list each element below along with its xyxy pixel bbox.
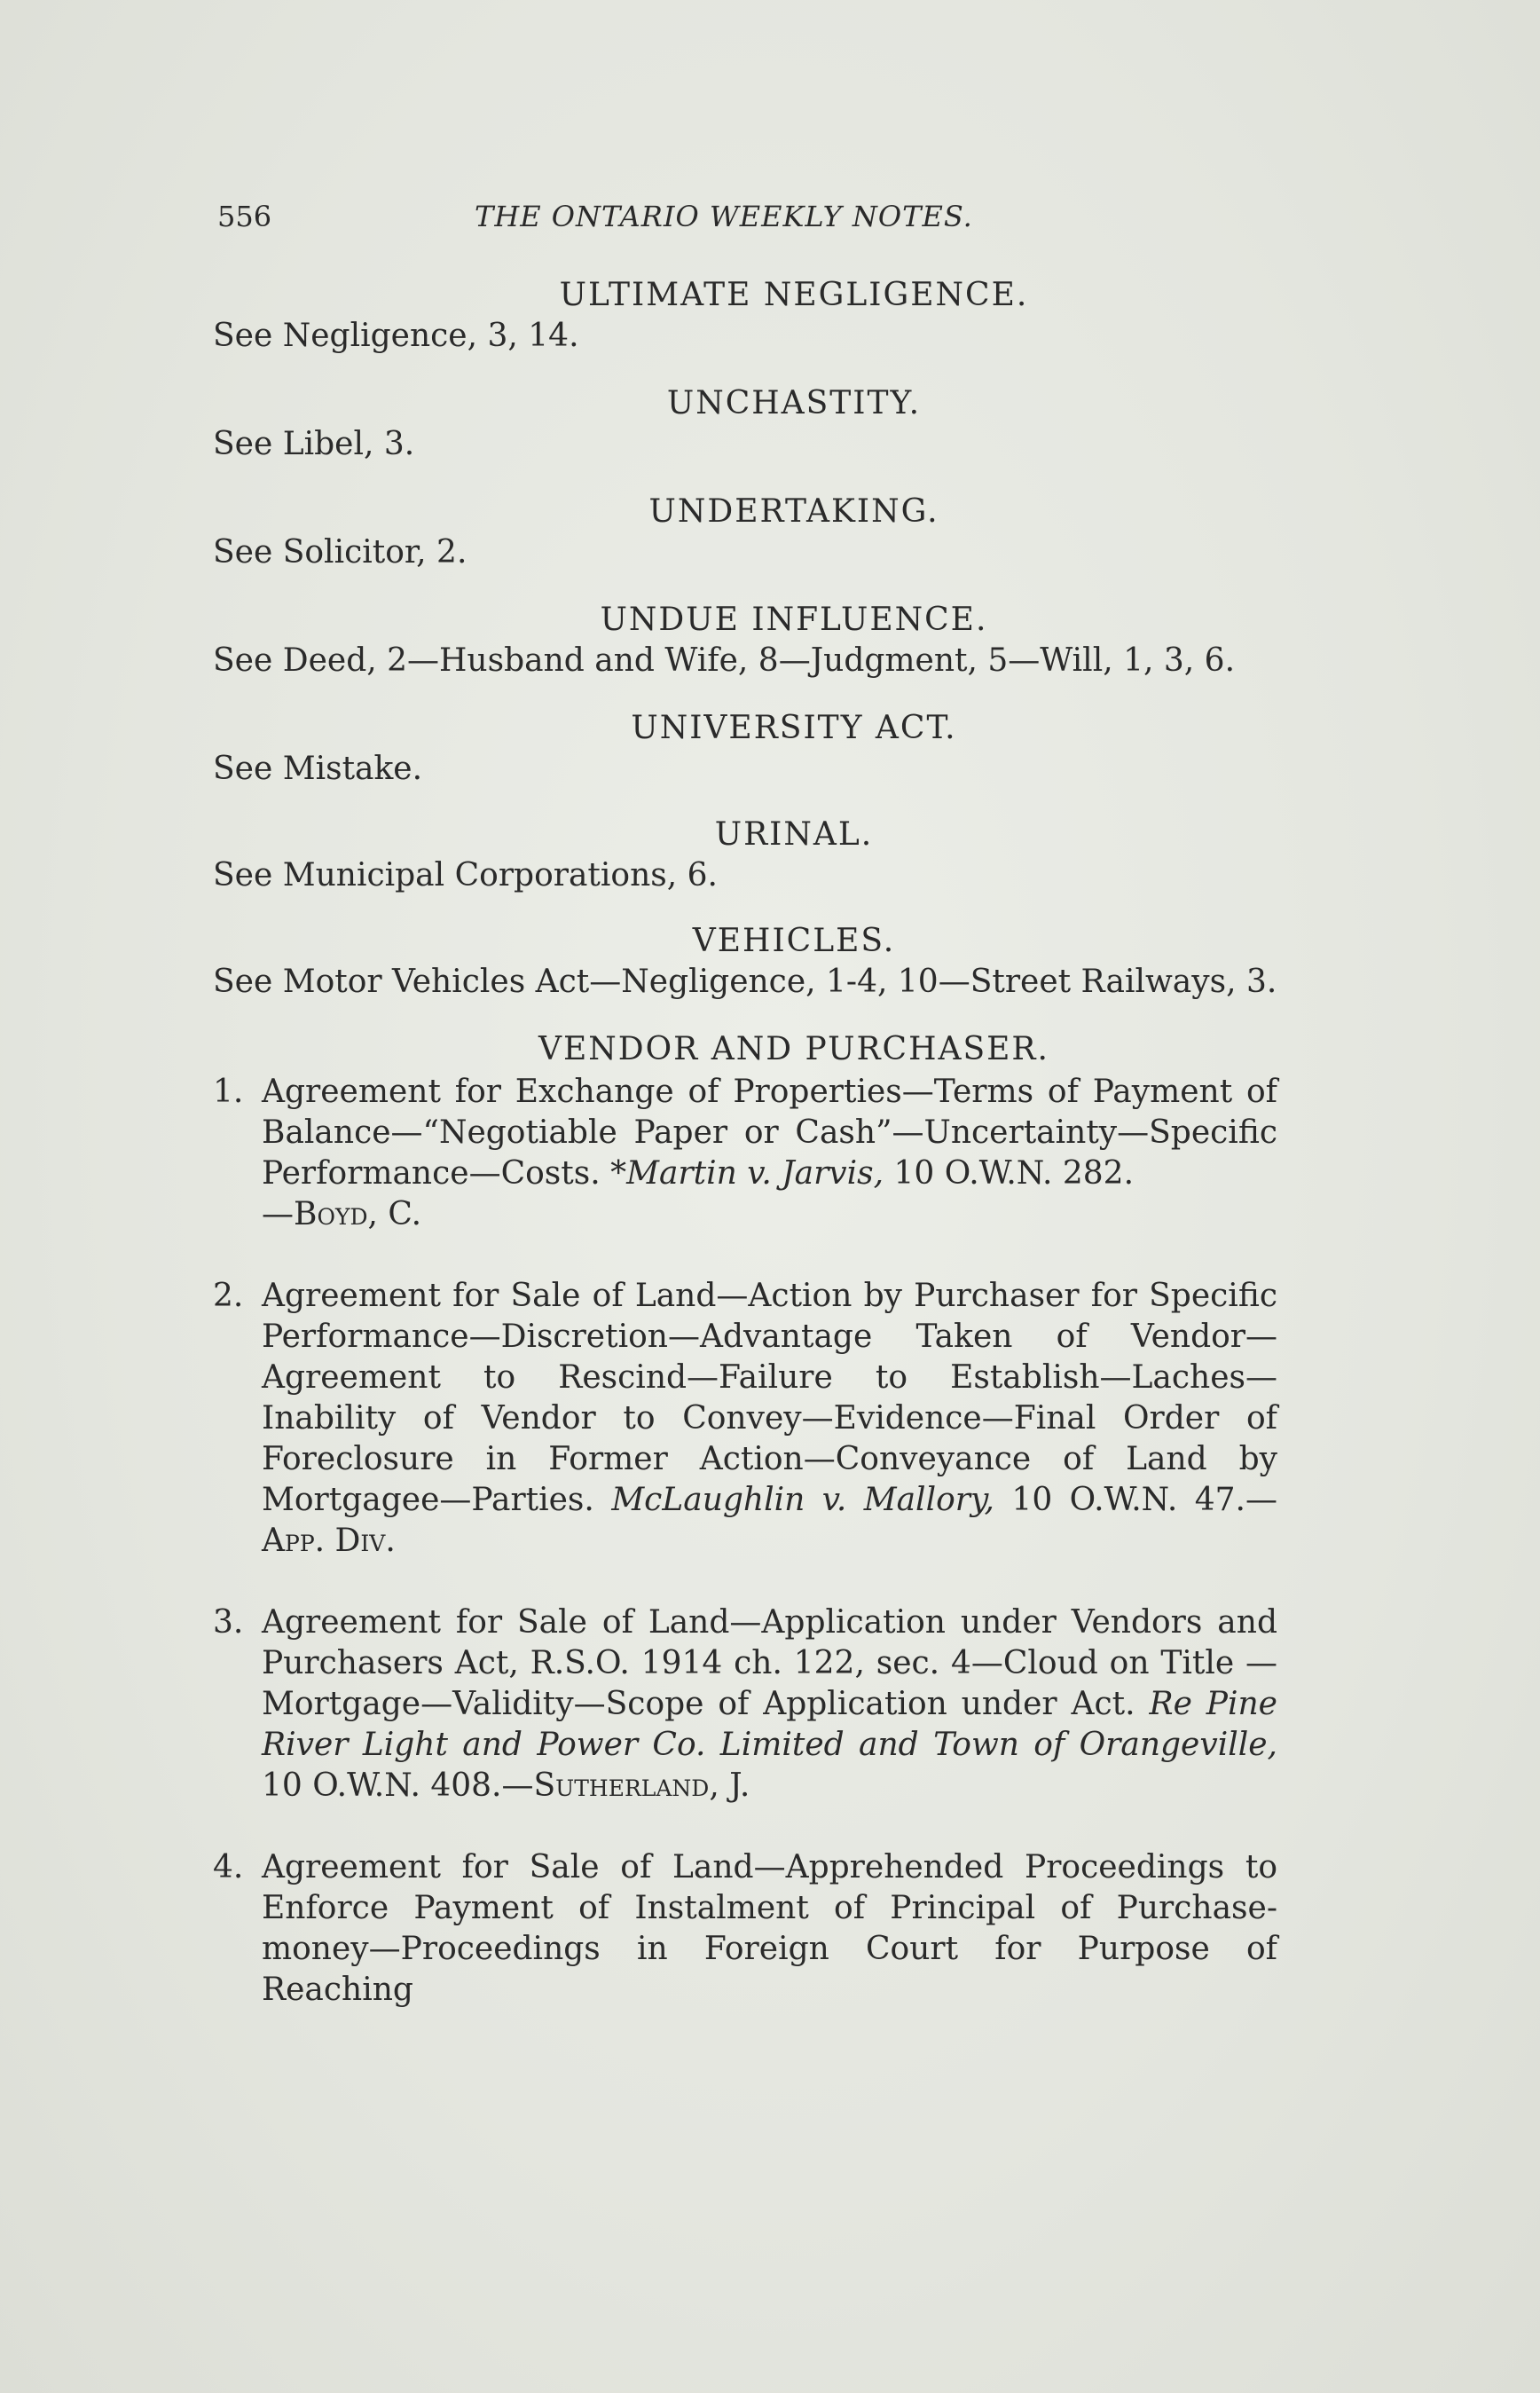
entry-text: Agreement for Sale of Land—Action by Purchaser for Specific Performance—Discretion—Advantage Taken of Vendor—Agreement to Rescind—Failure to Establish—Laches—Inability of Vendor to Convey—Evidence—Final Order of Foreclosure in Former Action—Conveyance of Land by Mortgagee—Parties. (262, 1278, 1277, 1518)
citation: 10 O.W.N. 408. (262, 1767, 502, 1804)
page-number: 556 (217, 200, 272, 233)
index-entry (213, 1072, 1277, 1235)
see-reference: See Deed, 2—Husband and Wife, 8—Judgment, 5—Will, 1, 3, 6. (213, 642, 1236, 679)
section-vehicles (213, 921, 1277, 1003)
case-name: *Martin v. Jarvis, (610, 1155, 884, 1192)
section-heading: URINAL. (714, 816, 874, 853)
index-entry (213, 1847, 1277, 2011)
section-urinal (213, 815, 1277, 896)
entry-text: Agreement for Sale of Land—Apprehended Proceedings to Enforce Payment of Instalment of Principal of Purchase-money—Proceedings in Foreign Court for Purpose of Reaching (262, 1849, 1277, 2008)
see-reference: See Libel, 3. (213, 426, 415, 462)
entry-text: Agreement for Exchange of Properties—Terms of Payment of Balance—“Negotiable Paper or Cash”—Uncertainty—Specific Performance—Costs. (262, 1074, 1277, 1192)
section-unchastity (213, 383, 1277, 465)
see-reference: See Motor Vehicles Act—Negligence, 1-4, 10—Street Railways, 3. (213, 964, 1277, 1000)
section-heading: UNDUE INFLUENCE. (600, 602, 988, 638)
case-name: Re Pine River Light and Power Co. Limited and Town of Orangeville, (262, 1686, 1277, 1763)
case-name: McLaughlin v. Mallory, (611, 1482, 994, 1518)
section-heading: UNIVERSITY ACT. (631, 710, 957, 746)
section-undue-influence (213, 600, 1277, 681)
section-undertaking (213, 492, 1277, 573)
see-reference: See Solicitor, 2. (213, 534, 468, 571)
entry-number: 3. (213, 1604, 244, 1641)
section-university-act (213, 708, 1277, 790)
entry-number: 4. (213, 1849, 244, 1885)
running-title: THE ONTARIO WEEKLY NOTES. (475, 200, 973, 233)
citation: 10 O.W.N. 47. (1011, 1482, 1246, 1518)
citation: 10 O.W.N. 282. (893, 1155, 1135, 1192)
index-content (213, 275, 1277, 2011)
entry-text: Agreement for Sale of Land—Application under Vendors and Purchasers Act, R.S.O. 1914 ch. 122, sec. 4—Cloud on Title —Mortgage—Validity—Scope of Application under Act. (262, 1604, 1277, 1722)
section-heading: VENDOR AND PURCHASER. (538, 1031, 1049, 1067)
judge: —Boyd, C. (262, 1196, 422, 1232)
section-heading: VEHICLES. (692, 923, 896, 959)
judge: —App. Div. (262, 1482, 1278, 1559)
see-reference: See Mistake. (213, 751, 423, 787)
page-header (217, 200, 1273, 244)
section-heading: UNCHASTITY. (666, 385, 922, 421)
section-heading: ULTIMATE NEGLIGENCE. (559, 277, 1029, 313)
see-reference: See Negligence, 3, 14. (213, 318, 579, 354)
section-heading: UNDERTAKING. (648, 493, 939, 530)
section-vendor-and-purchaser (213, 1029, 1277, 2011)
section-ultimate-negligence (213, 275, 1277, 357)
entry-number: 2. (213, 1278, 244, 1314)
index-entry (213, 1276, 1277, 1562)
see-reference: See Municipal Corporations, 6. (213, 857, 718, 893)
judge: —Sutherland, J. (501, 1767, 750, 1804)
entry-number: 1. (213, 1074, 244, 1110)
index-entry (213, 1602, 1277, 1807)
